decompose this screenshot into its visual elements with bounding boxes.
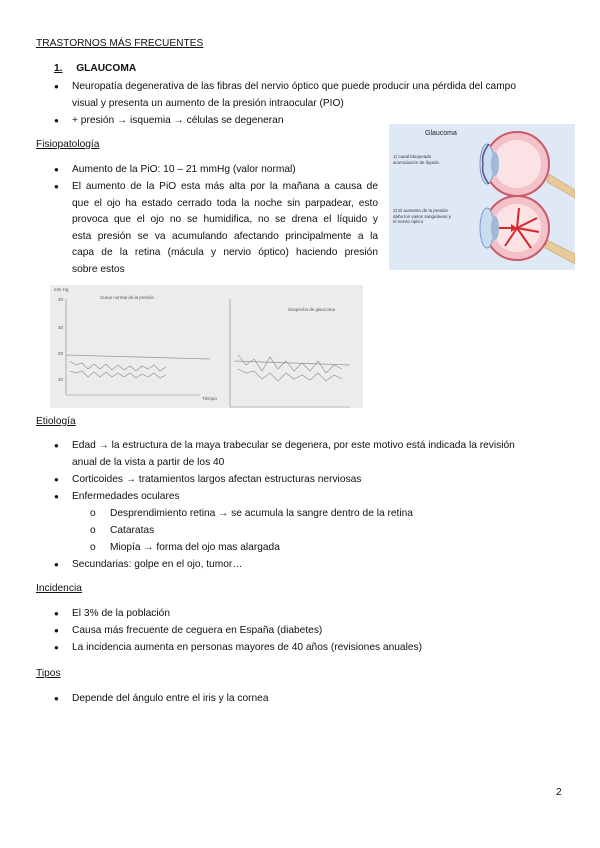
- etio-bullet: ● Secundarias: golpe en el ojo, tumor…: [72, 557, 242, 574]
- inci-heading: Incidencia: [36, 583, 82, 594]
- bullet-icon: ●: [54, 643, 59, 652]
- section-name: GLAUCOMA: [76, 63, 137, 74]
- graph-plot: [50, 285, 363, 408]
- etio-subitem: o Cataratas: [110, 523, 154, 540]
- sub-bullet-icon: o: [90, 542, 96, 553]
- graph-xlabel: Tiempo: [202, 396, 217, 401]
- figure-label-1: 1) canal bloqueado acumulación de líquido: [393, 154, 440, 165]
- inci-bullet: ● El 3% de la población: [72, 606, 170, 623]
- eye-illustration: [459, 124, 575, 270]
- bullet-icon: ●: [54, 475, 59, 484]
- etio-bullet: ● Enfermedades oculares: [72, 489, 180, 506]
- tick-label: 10: [58, 377, 64, 382]
- inci-bullet: ● Causa más frecuente de ceguera en España (diabetes): [72, 623, 322, 640]
- etio-subitem: o Desprendimiento retina → se acumula la sangre dentro de la retina: [110, 506, 413, 523]
- tick-label: 20: [58, 351, 64, 356]
- section-heading: [54, 63, 136, 74]
- inci-bullet: ● La incidencia aumenta en personas mayores de 40 años (revisiones anuales): [72, 640, 422, 657]
- bullet-icon: ●: [54, 165, 59, 174]
- bullet-icon: ●: [54, 626, 59, 635]
- etio-bullet: ● Corticoides → tratamientos largos afectan estructuras nerviosas: [72, 472, 361, 489]
- sub-bullet-icon: o: [90, 508, 96, 519]
- fisio-heading: Fisiopatología: [36, 139, 100, 150]
- page-title: TRASTORNOS MÁS FRECUENTES: [36, 38, 204, 49]
- glaucoma-figure: [389, 124, 575, 270]
- eye-top: [480, 132, 575, 198]
- figure-label-2: 2) El aumento de la presión daña los vasos sanguíneos y el nervio óptico: [393, 208, 452, 224]
- bullet-icon: ●: [54, 116, 59, 125]
- pressure-graphs: [50, 285, 363, 408]
- intro-bullet: ● + presión → isquemia → células se degeneran: [72, 113, 284, 130]
- figure-title: Glaucoma: [425, 130, 457, 137]
- graph-right-caption: Sospecha de glaucoma: [288, 307, 336, 312]
- bullet-icon: ●: [54, 441, 59, 450]
- fisio-bullet: ● El aumento de la PiO esta más alta por la mañana a causa de que el ojo ha estado cerrado toda la noche sin parpadear, esto provoca que el ojo no se humidifica, no se drena el líquido y esta presión se va acumulando afectando principalmente a la capa de la retina (mácula y nervio óptico) haciendo presión sobre estos: [54, 181, 378, 275]
- graph-left-caption: Curva normal de la presión: [100, 295, 155, 300]
- tick-label: 30: [58, 325, 64, 330]
- bullet-icon: ●: [54, 492, 59, 501]
- fisio-bullet: ● Aumento de la PiO: 10 – 21 mmHg (valor normal): [72, 162, 296, 179]
- bullet-icon: ●: [54, 182, 59, 191]
- intro-bullet-continuation: visual y presenta un aumento de la presión intraocular (PIO): [72, 98, 344, 109]
- intro-bullet: ● Neuropatía degenerativa de las fibras del nervio óptico que puede producir una pérdida del campo: [72, 79, 564, 96]
- etio-heading: Etiología: [36, 416, 76, 427]
- page-number: 2: [556, 787, 562, 798]
- etio-bullet: ● Edad → la estructura de la maya trabecular se degenera, por este motivo está indicada la revisión anual de la vista a partir de los 40: [54, 440, 515, 468]
- bullet-icon: ●: [54, 609, 59, 618]
- tipos-heading: Tipos: [36, 668, 61, 679]
- bullet-icon: ●: [54, 694, 59, 703]
- bullet-icon: ●: [54, 560, 59, 569]
- bullet-icon: ●: [54, 82, 59, 91]
- tick-label: 40: [58, 297, 64, 302]
- section-number: 1.: [54, 63, 63, 74]
- graph-unit: mm Hg: [54, 287, 69, 292]
- eye-bottom: [480, 196, 575, 264]
- tipos-bullet: ● Depende del ángulo entre el iris y la cornea: [72, 691, 269, 708]
- etio-subitem: o Miopía → forma del ojo mas alargada: [110, 540, 280, 557]
- sub-bullet-icon: o: [90, 525, 96, 536]
